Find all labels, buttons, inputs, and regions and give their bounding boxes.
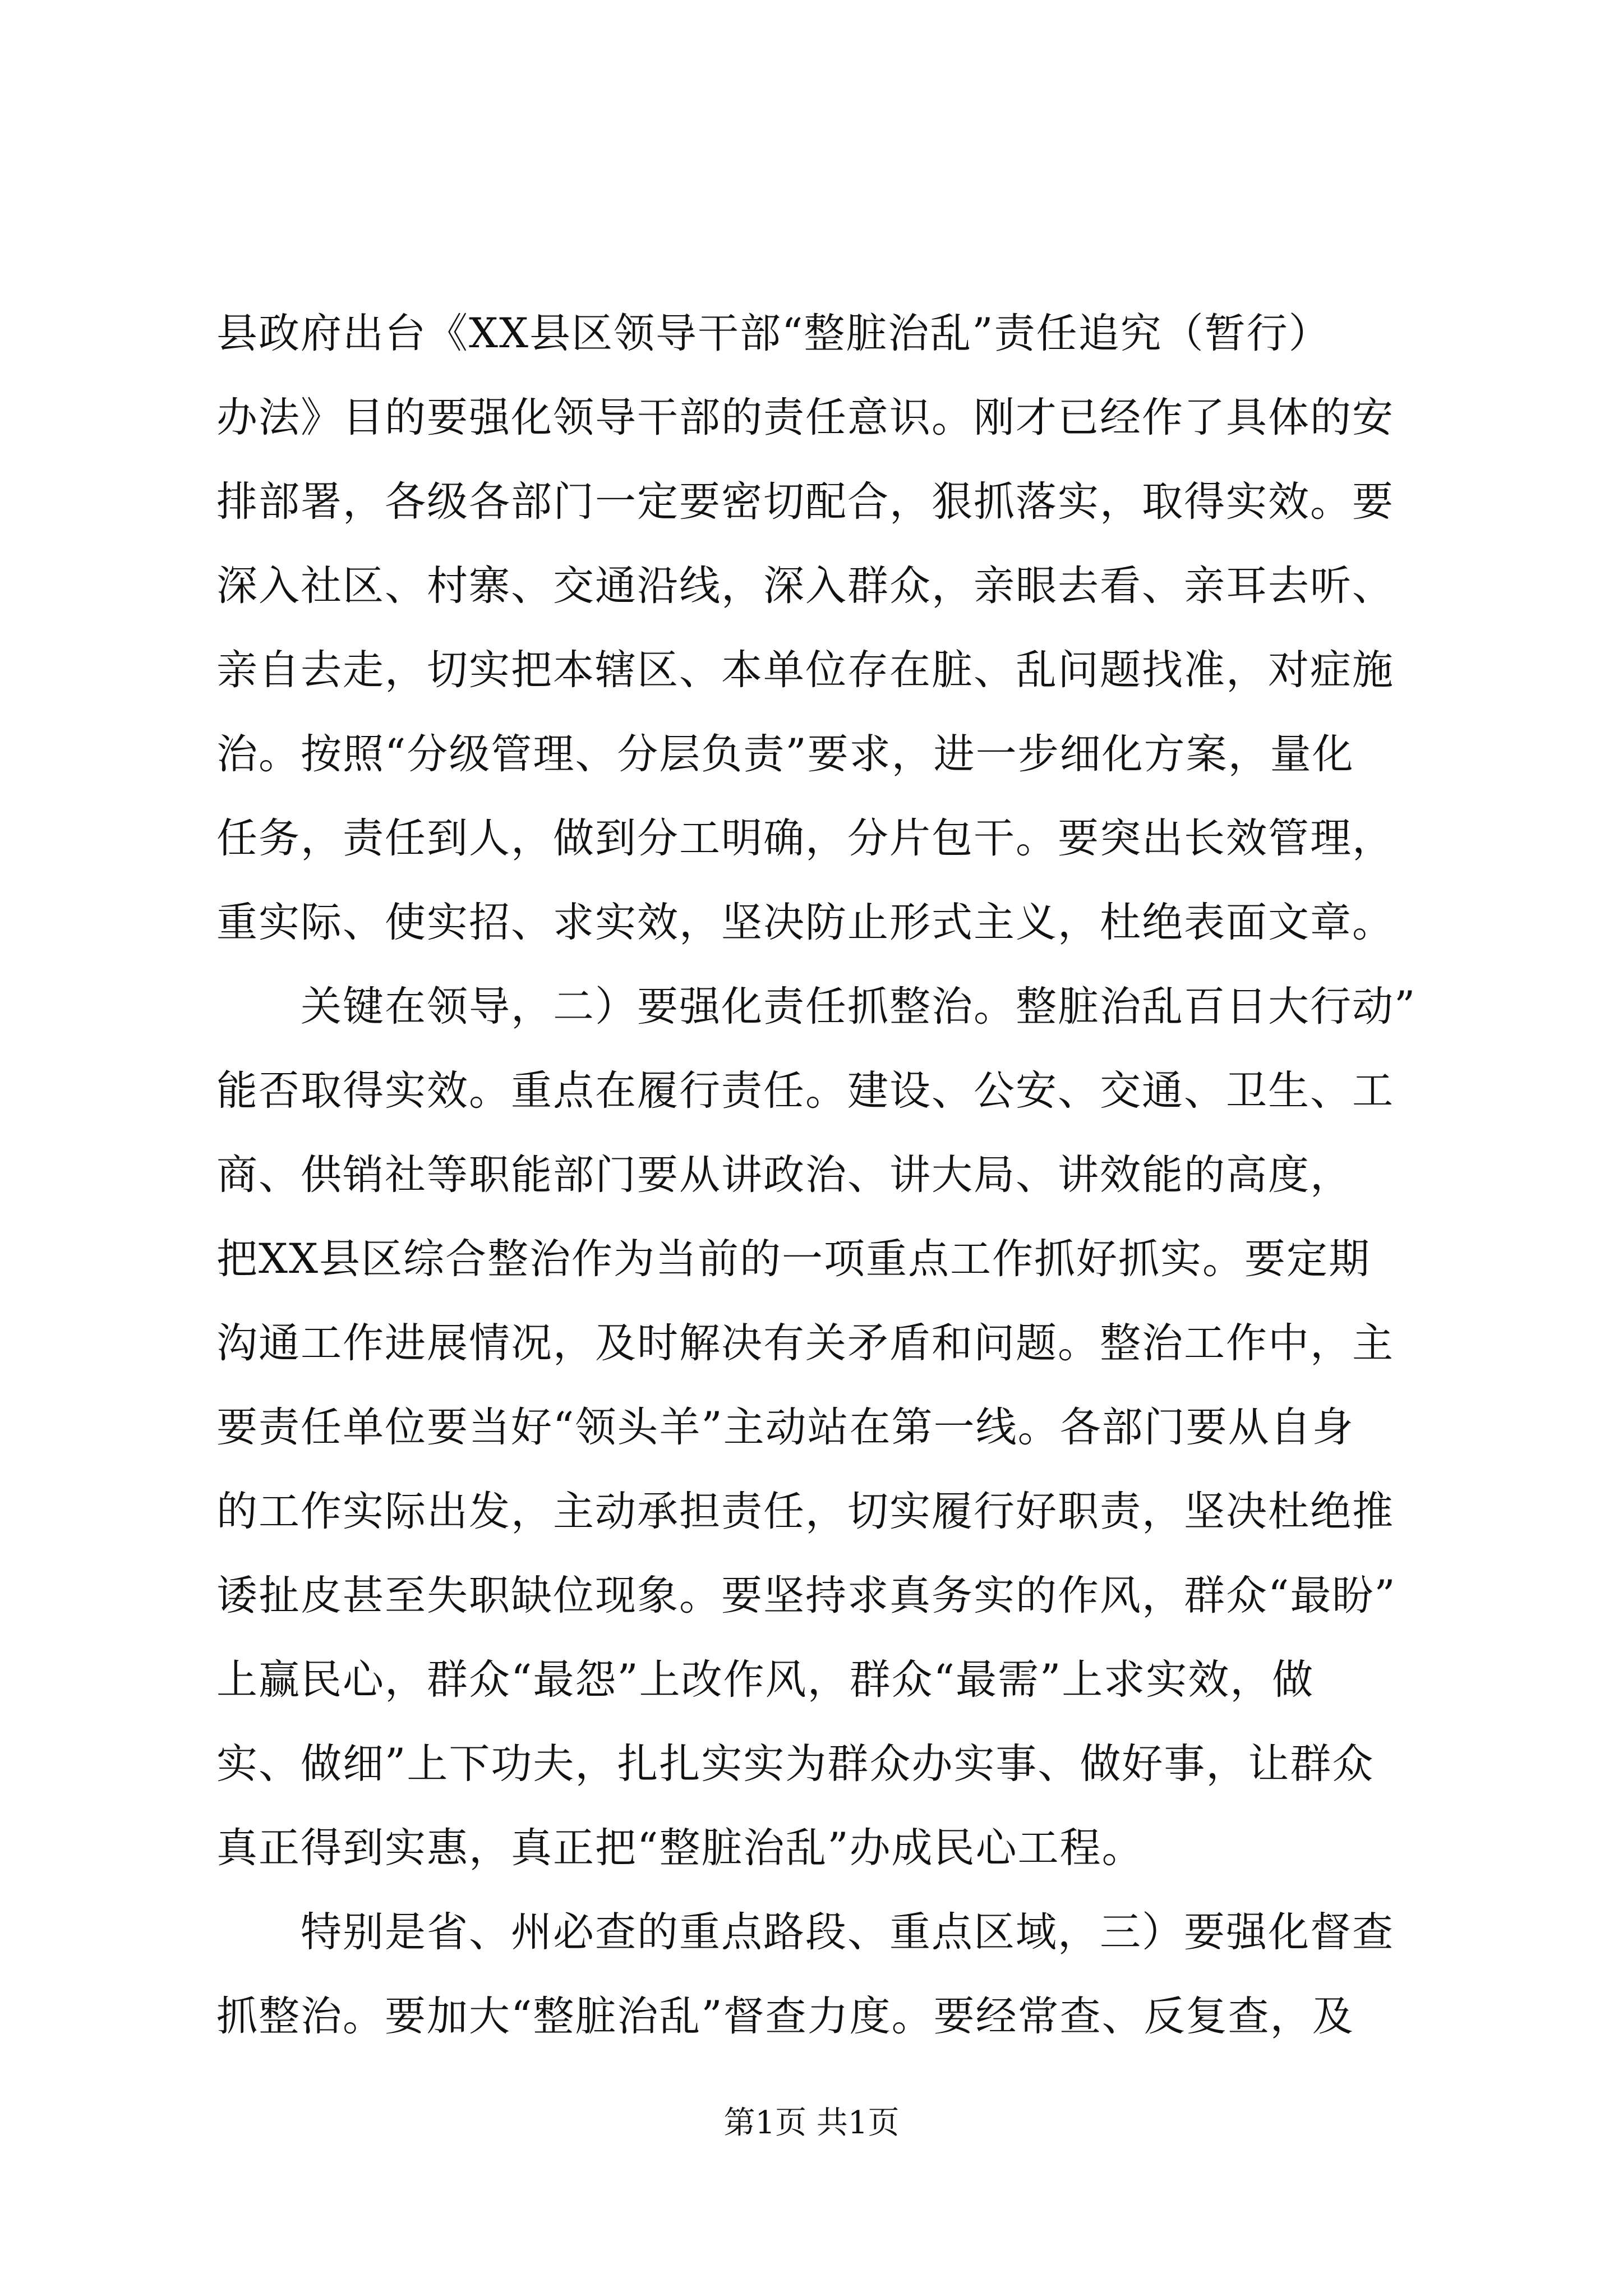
text-line: 诿扯皮甚至失职缺位现象。要坚持求真务实的作风，群众“最盼”: [216, 1572, 1396, 1619]
text-line: 亲自去走，切实把本辖区、本单位存在脏、乱问题找准，对症施: [216, 646, 1394, 694]
text-line: 商、供销社等职能部门要从讲政治、讲大局、讲效能的高度，: [216, 1151, 1352, 1199]
text-line: 排部署，各级各部门一定要密切配合，狠抓落实，取得实效。要: [216, 478, 1394, 526]
text-line: 县政府出台《XX县区领导干部“整脏治乱”责任追究（暂行）: [216, 310, 1331, 357]
paragraph: [216, 292, 1417, 965]
text-line: 把XX县区综合整治作为当前的一项重点工作抓好抓实。要定期: [216, 1235, 1371, 1283]
paragraph: [216, 1890, 1417, 2059]
text-line: 能否取得实效。重点在履行责任。建设、公安、交通、卫生、工: [216, 1067, 1394, 1115]
text-line: 实、做细”上下功夫，扎扎实实为群众办实事、做好事，让群众: [216, 1740, 1375, 1788]
text-line: 办法》目的要强化领导干部的责任意识。刚才已经作了具体的安: [216, 394, 1394, 441]
page-footer: 第1页 共1页: [723, 2105, 900, 2141]
text-line: 真正得到实惠，真正把“整脏治乱”办成民心工程。: [216, 1824, 1144, 1872]
text-line: 任务，责任到人，做到分工明确，分片包干。要突出长效管理，: [216, 815, 1394, 862]
text-line: 的工作实际出发，主动承担责任，切实履行好职责，坚决杜绝推: [216, 1488, 1394, 1535]
text-line: 关键在领导，二）要强化责任抓整治。整脏治乱百日大行动”: [301, 983, 1417, 1030]
text-line: 特别是省、州必查的重点路段、重点区域，三）要强化督查: [301, 1908, 1394, 1956]
text-line: 重实际、使实招、求实效，坚决防止形式主义，杜绝表面文章。: [216, 899, 1394, 946]
text-line: 沟通工作进展情况，及时解决有关矛盾和问题。整治工作中，主: [216, 1319, 1394, 1367]
text-line: 深入社区、村寨、交通沿线，深入群众，亲眼去看、亲耳去听、: [216, 562, 1394, 610]
text-line: 上赢民心，群众“最怨”上改作风，群众“最需”上求实效，做: [216, 1656, 1315, 1704]
paragraph: [216, 965, 1417, 1890]
text-line: 抓整治。要加大“整脏治乱”督查力度。要经常查、反复查，及: [216, 1993, 1354, 2040]
text-line: 要责任单位要当好“领头羊”主动站在第一线。各部门要从自身: [216, 1404, 1354, 1451]
text-line: 治。按照“分级管理、分层负责”要求，进一步细化方案，量化: [216, 730, 1354, 778]
document-body: [216, 292, 1417, 2059]
